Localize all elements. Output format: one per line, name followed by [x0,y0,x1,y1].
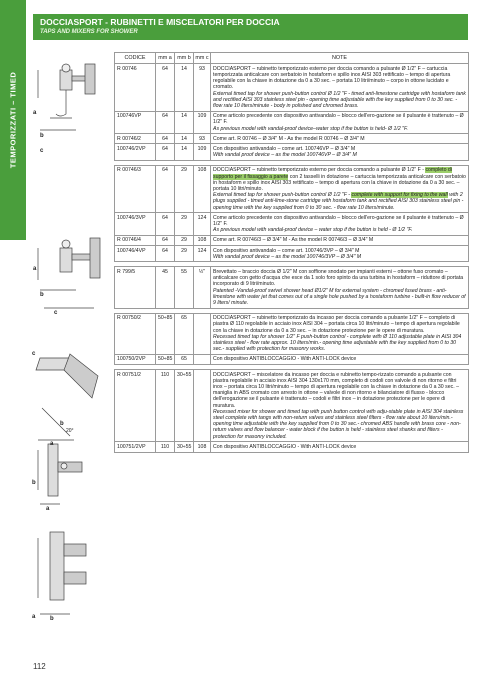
dim-label-a: a [33,266,37,272]
dim-c: 108 [194,165,211,212]
note-it: Con dispositivo antivandalo – come art. 100746VP – Ø 3/4" M [213,145,356,152]
tap2-button [62,240,70,248]
dim-a: 50÷85 [156,354,175,364]
col-header-a: mm a [156,53,175,64]
page-header [33,14,468,40]
product-code: R 00746/3 [115,165,156,212]
col-header-note: NOTE [211,53,469,64]
dim-b: 30÷55 [175,370,194,442]
dim-a: 50÷85 [156,313,175,354]
product-code: 100746VP [115,111,156,134]
col-header-b: mm b [175,53,194,64]
note-en: As previous model with vandal-proof device–water stop if the button is held- Ø 1/2 "F. [213,125,408,132]
note-en: External timed tap for shower push-button control Ø 1/2 "F - [213,192,350,199]
side-label: TEMPORIZZATI – TIMED [8,71,18,169]
note-en: Recessed mixer for shower and timed tap with push button control with adju-stable plate in AISI 304 stainless steel complete with tangs with non-return valves and stainless steel filters - flow rate about 10 liters/min.- opening time adjustable with the key supplied from 0 to 30 sec.- chromed ABS handle with brass core - non-return valves and flow balancer - water block if the button is held - stainless steel shanks and filters - protection for masonry included. [213,408,464,440]
product-code: 100746/3VP [115,213,156,236]
product-note [211,313,469,354]
note-en: Recessed timed tap for shower 1/2" F push-button control - complete with Ø 110 adjustable plate in AISI 304 stainless steel - flow rate approx. 10 liters/min.- opening time adjustable with the key supplied from 0 to 30 sec.- supplied with protection for masonry works. [213,333,462,353]
dim-label-c: c [40,148,44,154]
dim-a: 64 [156,111,175,134]
dim-label-a: a [33,110,37,116]
angle-label: 20° [66,428,74,434]
dim-b: 29 [175,235,194,245]
product-code: 100746/2VP [115,144,156,160]
note-it: DOCCIASPORT – rubinetto temporizzato esterno per doccia comando a pulsante Ø 1/2" F - [213,167,424,174]
dim-label-b: b [60,421,64,427]
dim-label-b: b [40,292,44,298]
dim-c: 93 [194,64,211,111]
product-code: R 00746 [115,64,156,111]
dim-b: 65 [175,354,194,364]
dim-b: 14 [175,64,194,111]
col-header-c: mm c [194,53,211,64]
product-code: 100746/4VP [115,246,156,262]
dim-c: 108 [194,442,211,452]
product-note [211,165,469,212]
product-code: 100751/2VP [115,442,156,452]
mixer-body [64,544,86,556]
table-row [115,134,469,144]
note-it: Brevettato – braccio doccia Ø 1/2" M con soffione snodato per impianti esterni – ottone fuso cromato – anticalcare con getto d'acqua che esce da 1 solo foro spinto da una turbina in hostaform – riduttore di portata incorporato di 9 litri/minuto. [213,268,464,288]
note-it: Con dispositivo antivandalo – come art. 100746/3VP – Ø 3/4" M [213,247,360,254]
dim-label-b: b [40,133,44,139]
product-note: Come art. R 00746/3 – Ø 3/4" M - As the model R 00746/3 – Ø 3/4" M [211,235,469,245]
dim-label-b: b [50,616,54,622]
dim-label-a: a [50,441,54,447]
dim-a: 110 [156,442,175,452]
dim-c: 124 [194,213,211,236]
dim-label-c: c [32,351,36,357]
dim-a: 64 [156,235,175,245]
table-row [115,235,469,245]
note-it: DOCCIASPORT – miscelatore da incasso per doccia e rubinetto tempo-rizzato comando a pulsante con piastra regolabile in acciaio inox AISI 304 130x170 mm, completo di codoli con valvole di non ritorno e filtri inox – portata circa 10 litri/minuto – tempo di apertura regolabile con la chiave in dotazione da 0 a 30 sec. – maniglia in ABS cromato con arresto in ottone – valvole di non ritorno e bilanciatore di flusso - blocco dell'erogazione se il pulsante è trattenuto – codoli e filtri inox – in dotazione protezione per le opere di muratura. [213,371,459,409]
note-en: As previous model with vandal-proof device – water stop if the button is held - Ø 1/2 "F. [213,227,413,234]
note-it: Come articolo precedente con dispositivo antivandalo – blocco dell'ero-gazione se il pulsante è trattenuto – Ø 1/2" F. [213,214,464,227]
dim-b: 55 [175,267,194,308]
product-note [211,213,469,236]
tap2-wall [90,238,100,278]
product-note [211,267,469,308]
table-row [115,267,469,308]
technical-drawings [30,58,112,658]
product-note: Con dispositivo ANTIBLOCCAGGIO - With ANTI-LOCK device [211,354,469,364]
dim-a: 45 [156,267,175,308]
table-row [115,165,469,212]
table-row [115,442,469,452]
mixer-plate [50,532,64,600]
note-en: With vandal proof device – as the model 100746VP – Ø 3/4" M [213,152,357,159]
dim-a: 64 [156,144,175,160]
table-row [115,64,469,111]
table-header-row [115,53,469,64]
dim-b: 30÷55 [175,442,194,452]
product-table [114,52,469,453]
note-it: DOCCIASPORT – rubinetto temporizzato esterno per doccia comando a pulsante Ø 1/2" F – cartuccia temporizzata anticalcare con serbatoio in hostaform e spillo inox AISI 303 rettificato – tempo di apertura regolabile con la chiave in dotazione da 0 a 30 sec. – portata 10 litri/minuto – corpo in ottone lucidato e cromato. [213,65,451,91]
table-row [115,370,469,442]
dim-c: ½" [194,267,211,308]
table-row [115,246,469,262]
product-code: R 799/5 [115,267,156,308]
page-subtitle: TAPS AND MIXERS FOR SHOWER [40,29,138,35]
page-title: DOCCIASPORT - RUBINETTI E MISCELATORI PER DOCCIA [40,17,280,27]
dim-a: 64 [156,246,175,262]
product-code: 100750/2VP [115,354,156,364]
dim-a: 64 [156,213,175,236]
dim-c: 109 [194,144,211,160]
dim-c [194,354,211,364]
tap2-body [60,248,72,272]
note-it: Come articolo precedente con dispositivo antivandalo – blocco dell'ero-gazione se il pulsante è trattenuto – Ø 1/2" F. [213,113,464,126]
dim-a: 64 [156,165,175,212]
table-row [115,144,469,160]
dim-c: 124 [194,246,211,262]
col-header-code: CODICE [115,53,156,64]
dim-c: 93 [194,134,211,144]
note-it: DOCCIASPORT – rubinetto temporizzato da incasso per doccia comando a pulsante 1/2" F – completo di piastra Ø 110 regolabile in acciaio inox AISI 304 – portata circa 10 litri/minuto – tempo di apertura regolabile con la chiave in dotazione da 0 a 30 sec. – in dotazione protezione per le opere di muratura. [213,315,460,334]
note-en: Patented -Vandal-proof swivel shower head Ø1/2" M for external system - chromed fused brass - anti-limestone with water jet that comes out of a single hole pushed by a hostaform turbine - built-in flow reducer of 9 liters/ minute. [213,287,466,306]
product-code: R 00750/2 [115,313,156,354]
dim-b: 14 [175,134,194,144]
dim-label-b: b [32,480,36,486]
dim-b: 14 [175,111,194,134]
dim-b: 65 [175,313,194,354]
shower-head [64,354,98,398]
dim-c: 108 [194,235,211,245]
product-code: R 00746/2 [115,134,156,144]
product-code: R 00746/4 [115,235,156,245]
product-note [211,246,469,262]
product-note [211,111,469,134]
table-row [115,111,469,134]
page-number: 112 [33,662,46,671]
dim-label-a: a [46,506,50,512]
dim-b: 14 [175,144,194,160]
note-en: With vandal proof device – as the model 100746/3VP – Ø 3/4" M [213,253,362,260]
tap1-button [62,64,70,72]
note-highlight: completo di supporto per il fissaggio a parete [213,167,452,180]
dim-b: 29 [175,246,194,262]
note-it: con 2 tasselli in dotazione – cartuccia temporizzata anticalcare con serbatoio in hostaform e spillo inox AISI 303 rettificato – tempo di apertura con la chiave in dotazione da 0 a 30 sec. – portata 10 litri/minuto. [213,173,466,192]
dim-a: 110 [156,370,175,442]
table-row [115,354,469,364]
dim-label-a: a [32,614,36,620]
dim-label-c: c [54,310,58,316]
note-en: External timed tap for shower push-button control Ø 1/2 "F - timed anti-limestone cartridge with hostaform tank and rectified AISI 303 stainless steel pin - opening time adjustable with the key supplied from 0 to 30 sec. - flow rate 10 liters/minute - body in polished and chromed brass. [213,90,466,109]
product-code: R 00751/2 [115,370,156,442]
dim-a: 64 [156,64,175,111]
tap3-plate [48,444,58,496]
product-note [211,370,469,442]
dim-b: 29 [175,165,194,212]
side-tab [0,0,26,240]
dim-a: 64 [156,134,175,144]
product-note: Come art. R 00746 – Ø 3/4" M - As the model R 00746 – Ø 3/4" M [211,134,469,144]
tap1-wall [85,64,95,94]
dim-c [194,313,211,354]
table-row [115,213,469,236]
product-note [211,144,469,160]
note-highlight: complete with support for fixing to the wall [351,192,448,199]
tap1-body [60,70,72,90]
dim-c [194,370,211,442]
note-en: with 2 plugs supplied - timed anti-lime-stone cartridge with hostaform tank and rectified AISI 303 stainless steel pin - opening time with the key supplied from 0 to 30 sec. - flow rate 10 liters/minute. [213,192,464,211]
dim-c: 109 [194,111,211,134]
product-note [211,64,469,111]
product-note: Con dispositivo ANTIBLOCCAGGIO - With ANTI-LOCK device [211,442,469,452]
dim-b: 29 [175,213,194,236]
table-row [115,313,469,354]
